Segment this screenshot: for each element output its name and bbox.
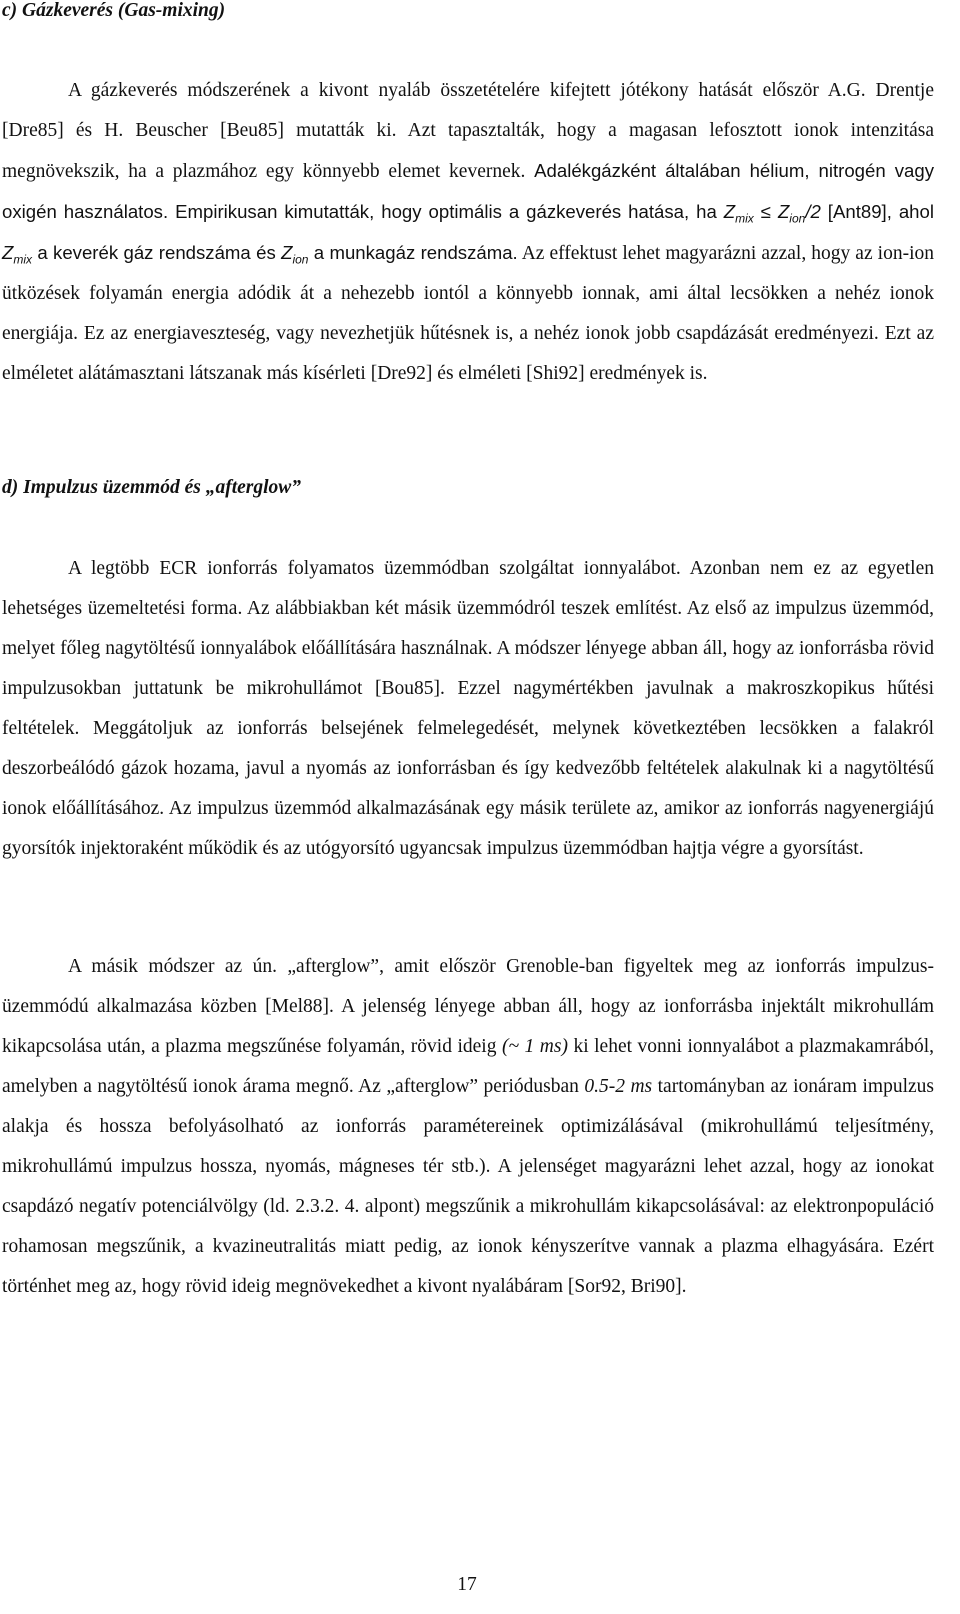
text-run: Adalékgázként általában hélium, nitrogén vagy oxigén használatos. Empirikusan kimutatták, hogy optimális a gázkeverés hatása, ha (2, 160, 934, 222)
math-symbol: Z (777, 201, 790, 222)
text-run: ki lehet vonni ionnyalábot a plazmakamrából, amelyben a nagytöltésű ionok árama megnő. Az „afterglow” periódusban (2, 1036, 935, 1097)
math-subscript: ion (292, 252, 309, 267)
math-z-ion (281, 242, 309, 267)
page-number: 17 (457, 1574, 477, 1595)
paragraph-pulse-mode: A legtöbb ECR ionforrás folyamatos üzemmódban szolgáltat ionnyalábot. Azonban nem ez az egyetlen lehetséges üzemeltetési forma. Az alábbiakban két másik üzemmódról teszek említést. Az első az impulzus üzemmód, melyet főleg nagytöltésű ionnyalábok előállítására használnak. A módszer lényege abban áll, hogy az ionforrásba rövid impulzusokban juttatunk be mikrohullámot [Bou85]. Ezzel nagymértékben javulnak a makroszkopikus hűtési feltételek. Meggátoljuk az ionforrás belsejének felmelegedését, melynek következtében lecsökken a falakról deszorbeálódó gázok hozama, javul a nyomás az ionforrásban és így kedvezőbb feltételek alakulnak ki a nagytöltésű ionok előállításához. Az impulzus üzemmód alkalmazásának egy másik területe az, amikor az ionforrás nagyenergiájú gyorsítók injektoraként működik és az utógyorsító ugyancsak impulzus üzemmódban hajtja végre a gyorsítást. (2, 558, 934, 859)
math-subscript: mix (735, 211, 754, 226)
paragraph-gas-mixing (2, 71, 934, 394)
math-subscript: ion (789, 211, 806, 226)
text-run: [Ant89], ahol (820, 201, 934, 222)
text-run: a munkagáz rendszáma. (308, 242, 518, 263)
text-run: Az effektust lehet magyarázni azzal, hogy az ion-ion ütközések folyamán energia adódik át a nehezebb iontól a könnyebb ionnak, ami által lecsökken a nehéz ionok energiája. Ez az energiaveszteség, vagy nevezhetjük hűtésnek is, a nehéz ionok jobb csapdázását eredményezi. Ezt az elméletet alátámasztani látszanak más kísérleti [Dre92] és elméleti [Shi92] eredmények is. (2, 243, 934, 384)
section-heading-pulse-mode: d) Impulzus üzemmód és „afterglow” (2, 477, 302, 498)
math-divisor: /2 (805, 201, 821, 222)
math-z-mix (723, 201, 754, 226)
math-z-mix (2, 242, 33, 267)
math-operator: ≤ (753, 201, 778, 222)
text-run: A másik módszer az ún. „afterglow”, amit először Grenoble-ban figyeltek meg az ionforrás impulzus-üzemmódú alkalmazása közben [Mel88]. A jelenség lényege abban áll, hogy az ionforrásba injektált mikrohullám kikapcsolása után, a plazma megszűnése folyamán, rövid ideig (2, 956, 934, 1057)
math-z-ion (777, 201, 821, 226)
text-run: tartományban az ionáram impulzus alakja és hossza befolyásolható az ionforrás paramétereinek optimizálásával (mikrohullámú teljesítmény, mikrohullámú impulzus hossza, nyomás, mágneses tér stb.). A jelenséget magyarázni lehet azzal, hogy az ionokat csapdázó negatív potenciálvölgy (ld. 2.3.2. 4. alpont) megszűnik a mikrohullám kikapcsolásával: az elektronpopuláció rohamosan megszűnik, a kvazineutralitás miatt pedig, az ionok kényszerítve vannak a plazma elhagyására. Ezért történhet meg az, hogy rövid ideig megnövekedhet a kivont nyalábáram [Sor92, Bri90]. (2, 1076, 934, 1297)
math-duration: (~ 1 ms) (501, 1036, 568, 1057)
math-symbol: Z (723, 201, 736, 222)
math-range: 0.5-2 ms (584, 1076, 653, 1097)
math-symbol: Z (2, 242, 14, 263)
text-run: A gázkeverés módszerének a kivont nyaláb összetételére kifejtett jótékony hatását először A.G. Drentje [Dre85] és H. Beuscher [Beu85] mutatták ki. Azt tapasztalták, hogy a magasan lefosztott ionok intenzitása megnövekszik, ha a plazmához egy könnyebb elemet kevernek. (2, 80, 934, 182)
math-symbol: Z (281, 242, 293, 263)
text-run: a keverék gáz rendszáma és (32, 242, 282, 263)
paragraph-afterglow (2, 947, 934, 1307)
math-subscript: mix (13, 252, 33, 267)
section-heading-gas-mixing: c) Gázkeverés (Gas-mixing) (2, 0, 226, 21)
